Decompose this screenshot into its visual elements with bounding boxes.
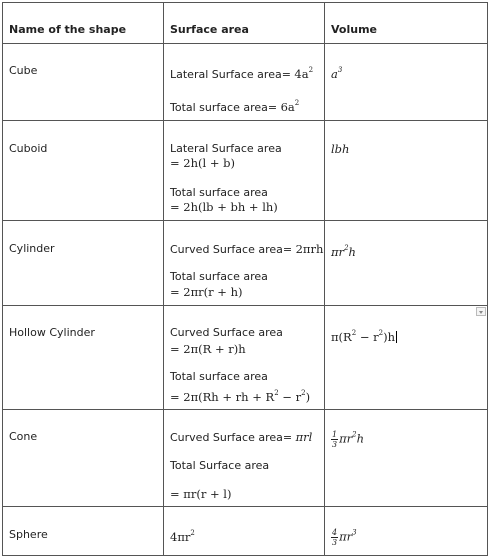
hollow-cylinder-tsa-formula: = 2π(Rh + rh + $R^2 - r^2$): [170, 389, 311, 404]
header-surface-area: Surface area: [170, 23, 249, 36]
column-divider: [324, 3, 325, 555]
cuboid-tsa-label: Total surface area: [170, 186, 268, 199]
cube-volume: $a^3$: [331, 66, 343, 81]
cone-tsa-label: Total Surface area: [170, 459, 270, 472]
cylinder-name: Cylinder: [9, 242, 55, 255]
hollow-cylinder-name: Hollow Cylinder: [9, 326, 95, 339]
text-cursor: [396, 331, 397, 343]
cuboid-name: Cuboid: [9, 142, 48, 155]
cuboid-lsa-label: Lateral Surface area: [170, 142, 282, 155]
cuboid-volume: lbh: [331, 142, 350, 156]
cone-curved-surface-area: Curved Surface area= πrl: [170, 430, 313, 444]
cuboid-lsa-formula: = 2h(l + b): [170, 156, 235, 170]
cone-name: Cone: [9, 430, 38, 443]
row-divider: [3, 409, 487, 410]
cube-tsa-label: Total surface area: [170, 101, 268, 114]
header-volume: Volume: [331, 23, 377, 36]
row-divider: [3, 220, 487, 221]
hollow-cylinder-csa-label: Curved Surface area: [170, 326, 283, 339]
cube-total-surface-area: Total surface area= $6a^2$: [170, 99, 300, 114]
header-shape-name: Name of the shape: [9, 23, 127, 36]
cone-volume: $\frac{1}{3}$ $\pi r^2h$: [332, 430, 365, 449]
cylinder-tsa-label: Total surface area: [170, 270, 268, 283]
hollow-cylinder-volume[interactable]: $\pi(R^2 - r^2)h$: [331, 329, 396, 344]
hollow-cylinder-tsa-label: Total surface area: [170, 370, 268, 383]
hollow-cylinder-csa-formula: = 2π(R + r)h: [170, 342, 246, 356]
sphere-surface-area: $4\pi r^2$: [170, 529, 195, 544]
column-divider: [163, 3, 164, 555]
cube-lateral-surface-area: Lateral Surface area= $4a^2$: [170, 66, 314, 81]
cylinder-volume: $\pi r^2h$: [331, 244, 356, 259]
cylinder-tsa-formula: = 2πr(r + h): [170, 285, 243, 299]
row-divider: [3, 305, 487, 306]
cube-name: Cube: [9, 64, 38, 77]
cuboid-tsa-formula: = 2h(lb + bh + lh): [170, 200, 278, 214]
cell-dropdown-handle[interactable]: [476, 307, 486, 316]
cone-csa-label: Curved Surface area: [170, 431, 283, 444]
cone-tsa-formula: = πr(r + l): [170, 487, 232, 501]
sphere-volume: $\frac{4}{3}$ $\pi r^3$: [332, 528, 357, 547]
row-divider: [3, 506, 487, 507]
row-divider: [3, 43, 487, 44]
row-divider: [3, 120, 487, 121]
sphere-name: Sphere: [9, 528, 48, 541]
cylinder-curved-surface-area: Curved Surface area= 2πrh: [170, 242, 324, 256]
cylinder-csa-label: Curved Surface area: [170, 243, 283, 256]
cube-lsa-label: Lateral Surface area: [170, 68, 282, 81]
